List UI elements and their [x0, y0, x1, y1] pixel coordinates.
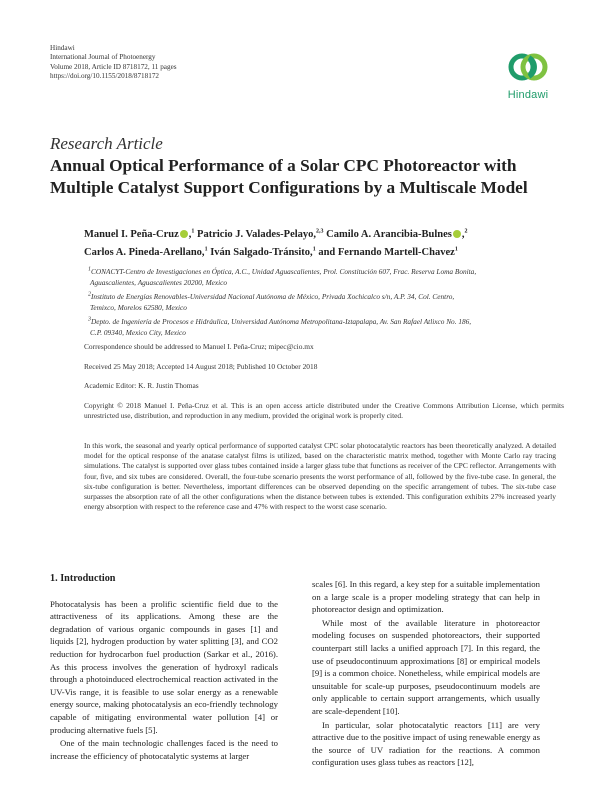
affiliation-number: 2 — [88, 291, 91, 298]
affiliation-item — [84, 291, 564, 313]
affiliation-text-cont: Aguascalientes, Aguascalientes 20200, Mexico — [90, 278, 228, 287]
affiliations — [84, 266, 564, 341]
abstract: In this work, the seasonal and yearly optical performance of supported catalyst CPC solar photocatalytic reactors has been theoretically analyzed. A detailed model for the optical response of the anatase catalyst films is utilized, based on the characteristic matrix method, together with Monte Carlo ray tracing simulations. The catalyst is supported over glass tubes contained inside a larger glass tube that functions as receiver of the CPC reflector. Arrangements with four, five, and six tubes are considered. Overall, the four-tube scenario presents the worst performance of all, followed by the five-tube case. In general, the six-tube configuration is better. Nevertheless, important differences can be observed depending on the specific arrangement of tubes. The six-tube case surpasses the absorption rate of all the other configurations when the distance between tubes is extended. This configuration exhibits 27% increased yearly energy absorption with respect to the reference case and 47% with respect to the worst case scenario. — [84, 441, 556, 512]
author-name[interactable]: Camilo A. Arancibia-Bulnes — [326, 229, 452, 240]
author-affil-sup: 1 — [191, 228, 195, 235]
doi-link[interactable]: https://doi.org/10.1155/2018/8718172 — [50, 72, 160, 81]
author-affil-sup: 1 — [204, 246, 208, 253]
hindawi-logo[interactable] — [496, 48, 560, 104]
journal-meta — [50, 44, 177, 82]
affiliation-number: 1 — [88, 266, 91, 273]
correspondence-note: Correspondence should be addressed to Manuel I. Peña-Cruz; mipec@cio.mx — [84, 342, 314, 351]
affiliation-number: 3 — [88, 316, 91, 323]
body-paragraph: One of the main technologic challenges faced is the need to increase the efficiency of photocatalytic systems at larger — [50, 738, 278, 761]
logo-wordmark: Hindawi — [507, 89, 549, 101]
author-name[interactable]: Manuel I. Peña-Cruz — [84, 229, 179, 240]
body-paragraph: Photocatalysis has been a prolific scientific field due to the attractiveness of its applications. Among these are the degradation of various organic compounds in gases [1] and liquids [2], hydrogen production by water splitting [3], and CO2 reduction for hydrocarbon fuel production (Sarkar et al., 2016). As this process involves the generation of hydroxyl radicals through a photoinduced electrochemical reaction activated in the UV-Vis range, it is feasible to use solar energy as a renewable energy source, making photocatalysis an eco-friendly technology capable of mitigating environmental water pollution [4] or producing alternative fuels [5]. — [50, 598, 278, 735]
orcid-icon[interactable] — [180, 230, 188, 238]
affiliation-text-cont: Temixco, Morelos 62580, Mexico — [90, 303, 187, 312]
author-name[interactable]: and Fernando Martell-Chavez — [318, 247, 455, 258]
affiliation-item — [84, 316, 564, 338]
body-paragraph: While most of the available literature in photoreactor modeling focuses on suspended photoreactors, their supported counterpart still lacks a unified approach [7]. In this regard, the use of pseudocontinuum approximations [8] or empirical models [9] is a common choice. Nonetheless, while empirical models are unsuitable for scale-up purposes, pseudocontinuum models are only applicable to certain support arrangements, which usually are scale-dependent [10]. — [312, 617, 540, 716]
author-affil-sup: 2 — [464, 228, 468, 235]
academic-editor: Academic Editor: K. R. Justin Thomas — [84, 381, 199, 390]
author-list: Manuel I. Peña-Cruz ,$^1$ Patricio J. Valades-Pelayo,$^{2,3}$ Camilo A. Arancibia-Bulnes ,$^2$ Carlos A. Pineda-Arellano,$^1$ Iván Salgado-Tránsito,$^1$ and Fernando Martell-Chavez$^1$ — [84, 228, 468, 258]
article-type: Research Article — [50, 134, 163, 153]
left-column — [50, 573, 278, 762]
body-paragraph: In particular, solar photocatalytic reactors [11] are very attractive due to the positive impact of using renewable energy as the source of UV radiation for the reactions. A common configuration uses glass tubes as reactors [12], — [312, 719, 540, 768]
author-name[interactable]: Iván Salgado-Tránsito, — [210, 247, 313, 258]
affiliation-text-cont: C.P. 09340, Mexico City, Mexico — [90, 328, 186, 337]
journal-name: International Journal of Photoenergy — [50, 53, 156, 62]
author-name[interactable]: Carlos A. Pineda-Arellano, — [84, 247, 205, 258]
author-affil-sup: 2,3 — [316, 228, 324, 235]
publisher-name: Hindawi — [50, 44, 75, 52]
section-heading-introduction: 1. Introduction — [50, 573, 116, 584]
affiliation-text: Instituto de Energías Renovables-Universidad Nacional Autónoma de México, Privada Xochicalco s/n, A.P. 34, Col. Centro, — [91, 292, 455, 301]
body-paragraph: scales [6]. In this regard, a key step for a suitable implementation on a large scale is a proper modeling strategy that can help in photoreactor design and optimization. — [312, 579, 540, 615]
author-name[interactable]: Patricio J. Valades-Pelayo, — [197, 229, 317, 240]
orcid-icon[interactable] — [453, 230, 461, 238]
volume-info: Volume 2018, Article ID 8718172, 11 pages — [50, 62, 177, 71]
affiliation-text: Depto. de Ingeniería de Procesos e Hidráulica, Universidad Autónoma Metropolitana-Iztapalapa, Av. San Rafael Atlixco No. 186, — [91, 317, 472, 326]
author-affil-sup: 1 — [312, 246, 316, 253]
publication-dates: Received 25 May 2018; Accepted 14 August 2018; Published 10 October 2018 — [84, 362, 318, 371]
paper-title: Annual Optical Performance of a Solar CPC Photoreactor with Multiple Catalyst Support Configurations by a Multiscale Model — [50, 156, 528, 197]
hindawi-logo-icon — [505, 48, 551, 86]
affiliation-text: CONACYT-Centro de Investigaciones en Óptica, A.C., Unidad Aguascalientes, Prol. Constitución 607, Frac. Reserva Loma Bonita, — [91, 267, 477, 276]
copyright-notice: Copyright © 2018 Manuel I. Peña-Cruz et al. This is an open access article distributed under the Creative Commons Attribution License, which permits unrestricted use, distribution, and reproduction in any medium, provided the original work is properly cited. — [84, 401, 564, 420]
author-affil-sup: 1 — [454, 246, 458, 253]
right-column — [312, 578, 540, 769]
affiliation-item — [84, 266, 564, 288]
